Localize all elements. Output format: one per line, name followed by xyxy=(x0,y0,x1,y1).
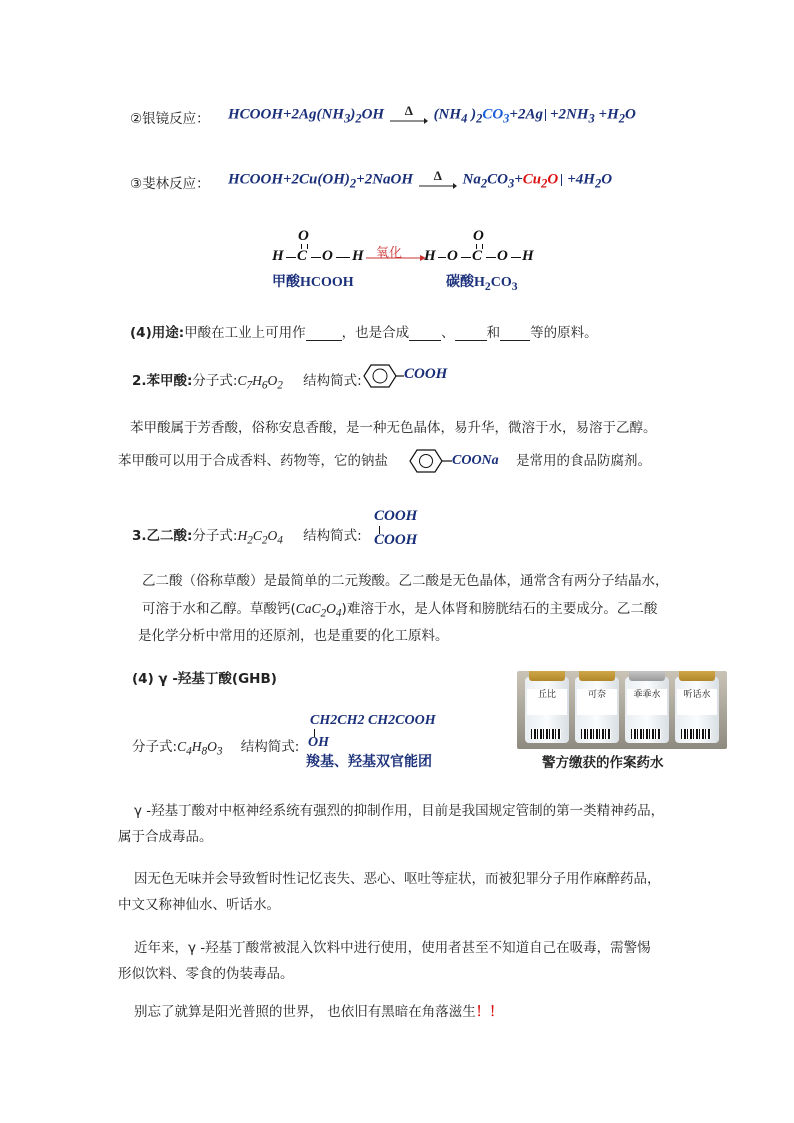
atom-o: O xyxy=(322,248,333,264)
precipitate-mark xyxy=(545,109,548,121)
benzene-ring-icon xyxy=(356,363,404,389)
bond xyxy=(286,257,296,258)
atom-o: O xyxy=(447,248,458,264)
oxalic-cooh-bottom: COOH xyxy=(374,532,418,548)
bond xyxy=(336,257,350,258)
ghb-heading: (4) γ -羟基丁酸(GHB) xyxy=(132,671,277,687)
bond xyxy=(461,257,471,258)
fehling-label: ③斐林反应： xyxy=(130,176,210,192)
benzoic-formula: $C_7H_6O_2$ xyxy=(237,373,283,392)
usage-line: (4)用途:甲酸在工业上可用作 ，也是合成 、 和 等的原料。 xyxy=(130,325,598,341)
ghb-paragraph-1a: γ -羟基丁酸对中枢神经系统有强烈的抑制作用，目前是我国规定管制的第一类精神药品， xyxy=(134,803,665,819)
atom-o: O xyxy=(497,248,508,264)
ghb-paragraph-3b: 形似饮料、零食的伪装毒品。 xyxy=(118,966,294,982)
heat-arrow: Δ xyxy=(419,170,457,190)
carbonic-acid-caption: 碳酸$H_2CO_3$ xyxy=(446,275,518,293)
ghb-formula-row: 分子式$:C_4H_8O_3$ 结构简式: xyxy=(132,739,300,758)
benzoic-paragraph-1: 苯甲酸属于芳香酸，俗称安息香酸，是一种无色晶体，易升华，微溶于水，易溶于乙醇。 xyxy=(130,420,657,436)
atom-c: C xyxy=(472,248,483,264)
bond xyxy=(511,257,521,258)
oxalic-line-1: 乙二酸（俗称草酸）是最简单的二元羧酸。乙二酸是无色晶体，通常含有两分子结晶水， xyxy=(142,573,669,589)
precipitate-mark xyxy=(561,174,564,186)
ghb-closing-line: 别忘了就算是阳光普照的世界， 也依旧有黑暗在角落滋生！！ xyxy=(134,1004,503,1020)
ghb-formula: $C_4H_8O_3$ xyxy=(177,739,223,758)
oxalic-formula: $H_2C_2O_4$ xyxy=(237,528,283,547)
double-bond xyxy=(476,244,483,249)
evidence-photo xyxy=(517,671,727,749)
oxidation-label: 氧化 xyxy=(376,246,403,261)
benzene-ring-icon xyxy=(404,449,452,473)
atom-h: H xyxy=(424,248,436,264)
atom-c: C xyxy=(297,248,308,264)
ghb-functional-groups: 羧基、羟基双官能团 xyxy=(306,755,432,770)
benzoic-cooh: COOH xyxy=(404,366,448,382)
blank-2[interactable] xyxy=(409,326,441,341)
blank-1[interactable] xyxy=(306,326,342,341)
silver-mirror-equation: $HCOOH+2Ag(NH_3)_2OH$ Δ ($NH_4$ )$_2CO_3+2Ag +2NH_3 +H_2O$ xyxy=(228,103,636,126)
oxidation-arrow xyxy=(366,254,426,262)
bottle-3: 乖乖水 xyxy=(625,677,669,743)
fehling-equation: $HCOOH+2Cu(OH)_2+2NaOH$ Δ $Na_2CO_3+Cu_2O +4H_2O$ xyxy=(228,168,613,191)
oxalic-cooh-top: COOH xyxy=(374,508,418,524)
ghb-paragraph-1b: 属于合成毒品。 xyxy=(118,829,213,845)
bottle-2: 可奈 xyxy=(575,677,619,743)
silver-mirror-label: ②银镜反应： xyxy=(130,111,210,127)
blank-3[interactable] xyxy=(455,326,487,341)
ghb-paragraph-2a: 因无色无味并会导致暂时性记忆丧失、恶心、呕吐等症状，而被犯罪分子用作麻醉药品， xyxy=(134,871,661,887)
atom-o: O xyxy=(473,228,484,244)
atom-h: H xyxy=(522,248,534,264)
bottle-1: 丘比 xyxy=(525,677,569,743)
bond xyxy=(438,257,446,258)
ghb-paragraph-3a: 近年来，γ -羟基丁酸常被混入饮料中进行使用，使用者甚至不知道自己在吸毒，需警惕 xyxy=(134,940,651,956)
heat-arrow: Δ xyxy=(390,105,428,125)
atom-o: O xyxy=(298,228,309,244)
oxalic-line-3: 是化学分析中常用的还原剂，也是重要的化工原料。 xyxy=(138,628,449,644)
oxalic-heading-row: 3.乙二酸:分子式$:H_2C_2O_4$ 结构简式: xyxy=(132,528,362,547)
bond xyxy=(486,257,496,258)
benzoic-paragraph-2a: 苯甲酸可以用于合成香料、药物等，它的钠盐 xyxy=(118,453,388,469)
blank-4[interactable] xyxy=(500,326,530,341)
atom-h: H xyxy=(352,248,364,264)
ghb-chain: CH2CH2 CH2COOH xyxy=(310,713,436,728)
benzoic-paragraph-2b: 是常用的食品防腐剂。 xyxy=(516,453,651,469)
sodium-benzoate-group: COONa xyxy=(452,453,499,468)
benzoic-heading-row: 2.苯甲酸:分子式$:C_7H_6O_2$ 结构简式: xyxy=(132,373,362,392)
oxalic-line-2: 可溶于水和乙醇。草酸钙$(CaC_2O_4)$难溶于水，是人体肾和膀胱结石的主要成分。乙二酸 xyxy=(142,601,658,620)
formic-acid-caption: 甲酸HCOOH xyxy=(272,275,354,290)
double-bond xyxy=(301,244,308,249)
ghb-paragraph-2b: 中文又称神仙水、听话水。 xyxy=(118,897,280,913)
ghb-oh: OH xyxy=(308,735,329,750)
atom-h: H xyxy=(272,248,284,264)
photo-caption: 警方缴获的作案药水 xyxy=(542,755,664,771)
bond xyxy=(311,257,321,258)
bottle-4: 听话水 xyxy=(675,677,719,743)
